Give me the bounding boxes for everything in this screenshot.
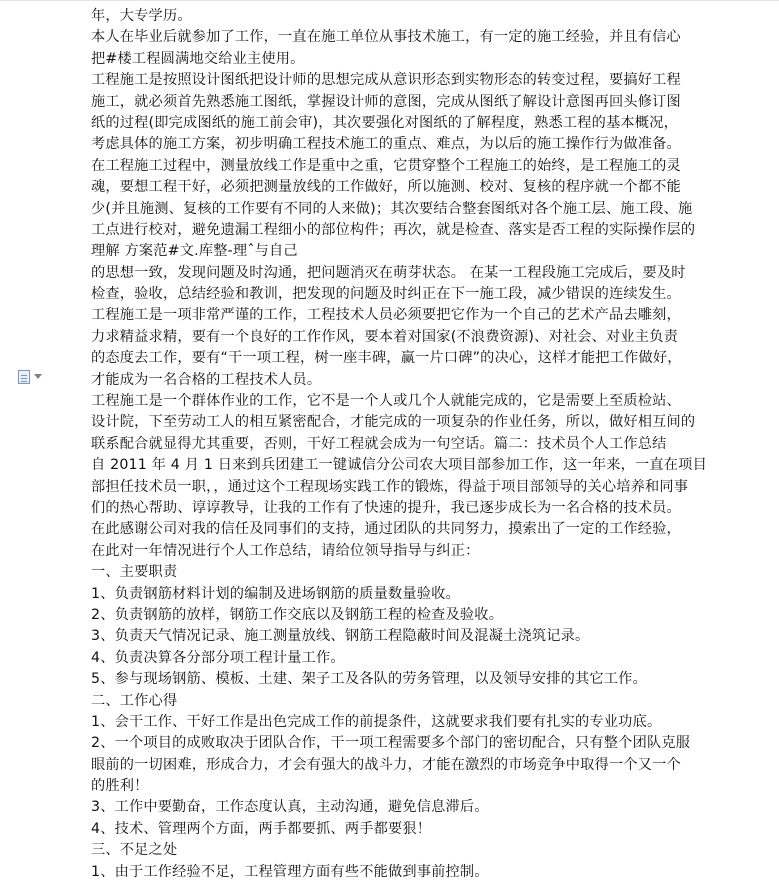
- text-line: 在此感谢公司对我的信任及同事们的支持，通过团队的共同努力，摸索出了一定的工作经验，: [91, 521, 681, 538]
- text-line: 工程施工是一个群体作业的工作，它不是一个人或几个人就能完成的，它是需要上至质检站、: [91, 393, 681, 410]
- text-line: 检查，验收，总结经验和教训，把发现的问题及时纠正在下一施工段，减少错误的连续发生。: [91, 286, 681, 303]
- text-line: 工程施工是一项非常严谨的工作，工程技术人员必须要把它作为一个自己的艺术产品去雕刻，: [91, 307, 681, 324]
- text-line: 把#楼工程圆满地交给业主使用。: [91, 50, 305, 67]
- text-line: 力求精益求精，要有一个良好的工作作风，要本着对国家(不浪费资源)、对社会、对业主负责: [91, 328, 678, 345]
- list-item: 4、技术、管理两个方面，两手都要抓、两手都要狠！: [91, 820, 432, 837]
- section-heading: 一、主要职责: [91, 564, 178, 581]
- chevron-down-icon: [34, 374, 42, 379]
- top-border: [0, 0, 779, 1]
- text-line: 理解 方案范#文.库整-理ˆ与自己: [91, 243, 298, 260]
- list-item: 5、参与现场钢筋、模板、土建、架子工及各队的劳务管理，以及领导安排的其它工作。: [91, 671, 647, 688]
- text-line: 在此对一年情况进行个人工作总结，请给位领导指导与纠正：: [91, 542, 480, 559]
- document-body[interactable]: [91, 6, 731, 883]
- text-line: 部担任技术员一职，，通过这个工程现场实践工作的锻炼，得益于项目部领导的关心培养和同事: [91, 478, 689, 495]
- list-item: 2、负责钢筋的放样，钢筋工作交底以及钢筋工程的检查及验收。: [91, 606, 504, 623]
- text-line: 考虑具体的施工方案，初步明确工程技术施工的重点、难点，为以后的施工操作行为做准备。: [91, 136, 681, 153]
- text-line: 的思想一致，发现问题及时沟通，把问题消灭在萌芽状态。 在某一工程段施工完成后，要及时: [91, 264, 686, 281]
- text-line: 设计院，下至劳动工人的相互紧密配合，才能完成的一项复杂的作业任务，所以，做好相互间的: [91, 414, 696, 431]
- paragraph-options-button[interactable]: [18, 370, 48, 386]
- list-item: 的胜利！: [91, 778, 149, 795]
- text-line: 魂，要想工程干好，必须把测量放线的工作做好，所以施测、校对、复核的程序就一个都不能: [91, 179, 681, 196]
- text-line: 纸的过程(即完成图纸的施工前会审)，其次要强化对图纸的了解程度，熟悉工程的基本概况，: [91, 114, 678, 131]
- text-line: 的态度去工作，要有“干一项工程，树一座丰碑，赢一片口碑”的决心，这样才能把工作做好，: [91, 350, 682, 367]
- text-line: 们的热心帮助、谆谆教导，让我的工作有了快速的提升，我已逐步成长为一名合格的技术员。: [91, 499, 681, 516]
- list-item: 2、一个项目的成败取决于团队合作，干一项工程需要多个部门的密切配合，只有整个团队克服: [91, 735, 691, 752]
- text-line: 自 2011 年 4 月 1 日来到兵团建工一键诚信分公司农大项目部参加工作，这一年来，一直在项目: [91, 457, 707, 474]
- text-line: 联系配合就显得尤其重要，否则，干好工程就会成为一句空话。篇二：技术员个人工作总结: [91, 435, 667, 452]
- list-item: 3、工作中要勤奋，工作态度认真，主动沟通，避免信息滞后。: [91, 799, 489, 816]
- section-heading: 三、不足之处: [91, 842, 178, 859]
- list-item: 3、负责天气情况记录、施工测量放线、钢筋工程隐蔽时间及混凝土浇筑记录。: [91, 628, 590, 645]
- text-line: 才能成为一名合格的工程技术人员。: [91, 371, 322, 388]
- text-line: 在工程施工过程中，测量放线工作是重中之重，它贯穿整个工程施工的始终，是工程施工的灵: [91, 157, 681, 174]
- text-line: 施工，就必须首先熟悉施工图纸，掌握设计师的意图，完成从图纸了解设计意图再回头修订图: [91, 93, 681, 110]
- text-line: 年，大专学历。: [91, 8, 192, 24]
- document-icon: [18, 370, 30, 384]
- text-line: 本人在毕业后就参加了工作，一直在施工单位从事技术施工，有一定的施工经验，并且有信心: [91, 29, 681, 46]
- list-item: 4、负责决算各分部分项工程计量工作。: [91, 649, 345, 666]
- text-line: 少(并且施测、复核的工作要有不同的人来做)；其次要结合整套图纸对各个施工层、施工段、施: [91, 200, 693, 217]
- text-line: 工程施工是按照设计图纸把设计师的思想完成从意识形态到实物形态的转变过程，要搞好工程: [91, 72, 681, 89]
- list-item: 1、由于工作经验不足，工程管理方面有些不能做到事前控制。: [91, 863, 489, 880]
- section-heading: 二、工作心得: [91, 692, 178, 709]
- list-item: 眼前的一切困难，形成合力，才会有强大的战斗力，才能在激烈的市场竞争中取得一个又一个: [91, 756, 681, 773]
- list-item: 1、负责钢筋材料计划的编制及进场钢筋的质量数量验收。: [91, 585, 460, 602]
- text-line: 工点进行校对，避免遗漏工程细小的部位构件；再次，就是检查、落实是否工程的实际操作层的: [91, 221, 696, 238]
- list-item: 1、会干工作、干好工作是出色完成工作的前提条件，这就要求我们要有扎实的专业功底。: [91, 713, 662, 730]
